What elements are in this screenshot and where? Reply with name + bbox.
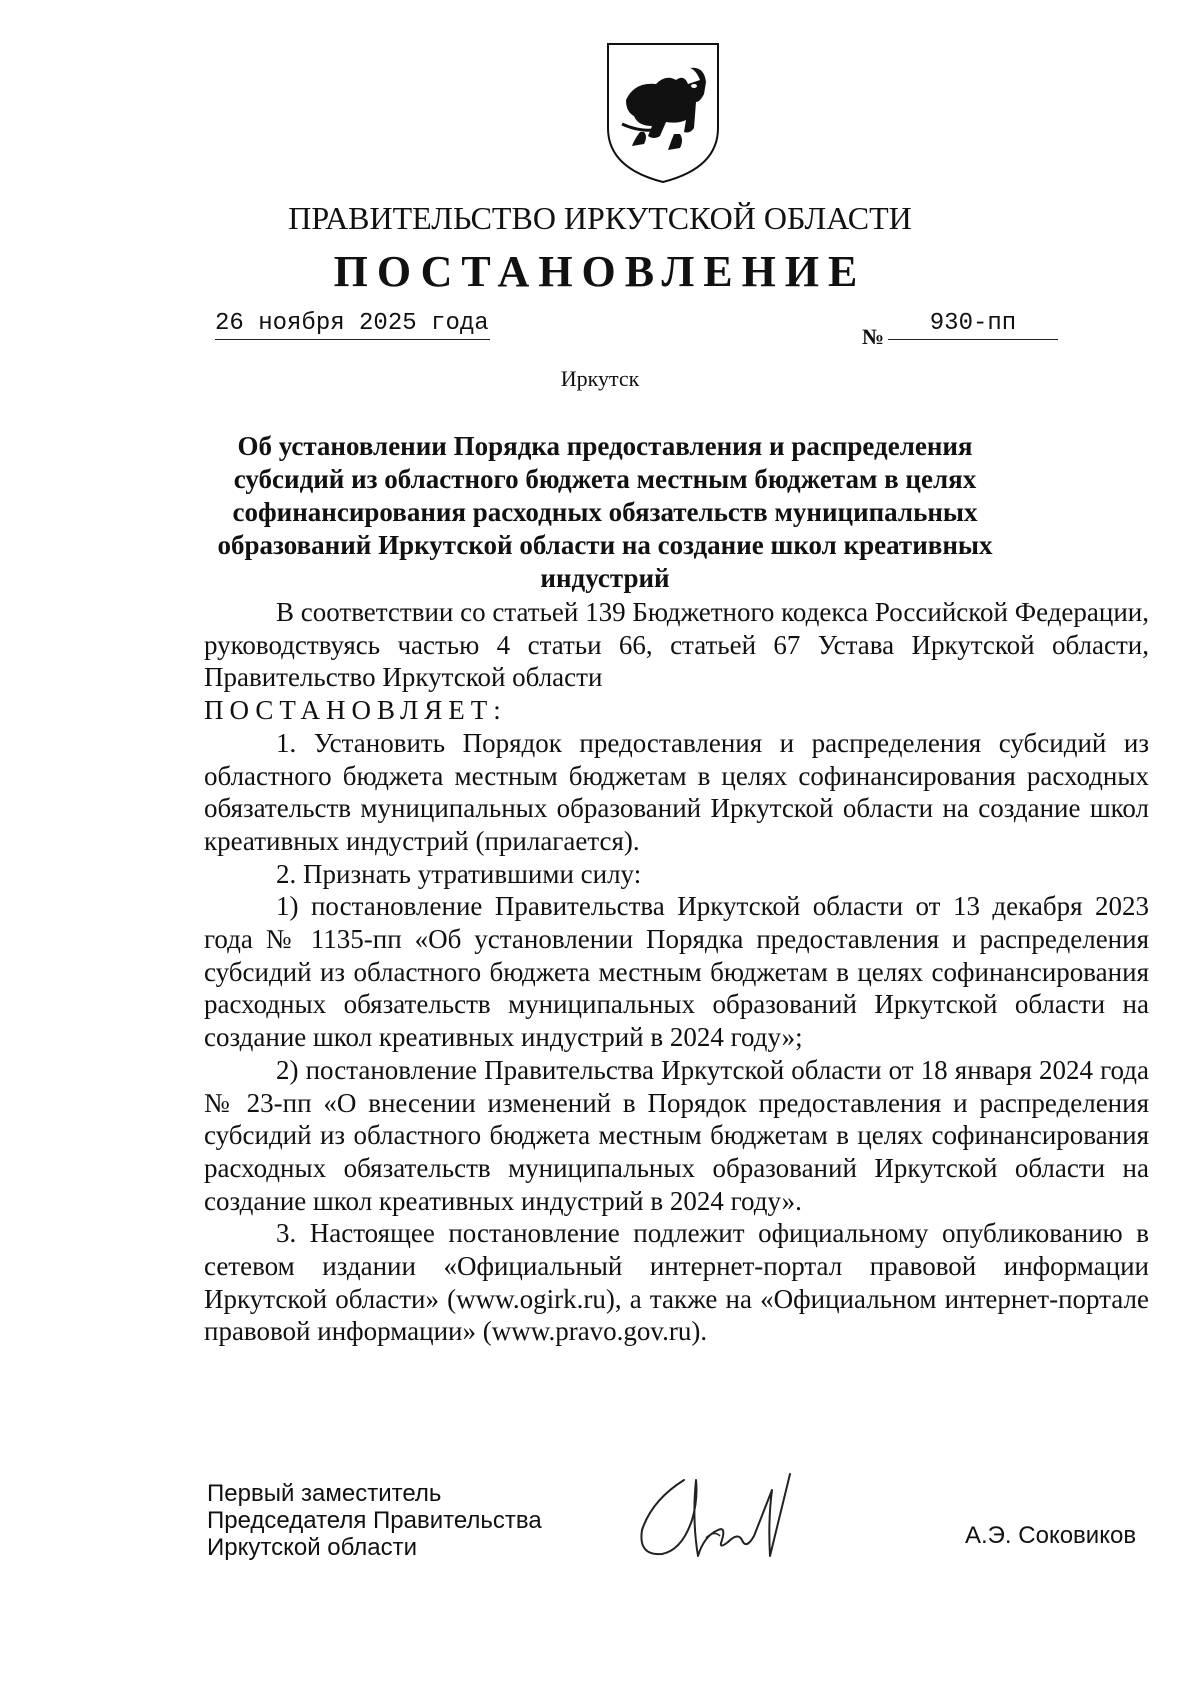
city: Иркутск <box>560 366 640 391</box>
preamble: В соответствии со статьей 139 Бюджетного кодекса Российской Федерации, руководствуясь частью 4 статьи 66, статьей 67 Устава Иркутской области, Правительство Иркутской области <box>204 597 1149 693</box>
signer-name: А.Э. Соковиков <box>965 1522 1137 1549</box>
signer-position-line: Иркутской области <box>207 1534 418 1561</box>
document-type: ПОСТАНОВЛЕНИЕ <box>333 247 867 296</box>
document-body <box>204 596 1149 1348</box>
coat-of-arms-icon <box>604 40 722 186</box>
document-date-text: 26 ноября 2025 года <box>215 310 489 337</box>
clause-2-1: 1) постановление Правительства Иркутской области от 13 декабря 2023 года № 1135-пп «Об установлении Порядка предоставления и распределения субсидий из областного бюджета местным бюджетам в целях софинансирования расходных обязательств муниципальных образований Иркутской области на создание школ креативных индустрий в 2024 году»; <box>204 891 1149 1053</box>
government-title: ПРАВИТЕЛЬСТВО ИРКУТСКОЙ ОБЛАСТИ <box>288 200 912 236</box>
clause-3: 3. Настоящее постановление подлежит официальному опубликованию в сетевом издании «Официальный интернет-портал правовой информации Иркутской области» (www.ogirk.ru), а также на «Официальном интернет-портале правовой информации» (www.pravo.gov.ru). <box>204 1218 1149 1347</box>
signer-position-line: Первый заместитель <box>207 1480 442 1507</box>
resolves-word: ПОСТАНОВЛЯЕТ: <box>204 695 507 726</box>
document-number: 930-пп <box>888 310 1058 340</box>
signer-position <box>207 1480 542 1561</box>
clause-1: 1. Установить Порядок предоставления и распределения субсидий из областного бюджета местным бюджетам в целях софинансирования расходных обязательств муниципальных образований Иркутской области на создание школ креативных индустрий (прилагается). <box>204 727 1149 856</box>
signer-position-line: Председателя Правительства <box>207 1507 542 1534</box>
clause-2: 2. Признать утратившими силу: <box>276 858 642 889</box>
clause-2-2: 2) постановление Правительства Иркутской области от 18 января 2024 года № 23-пп «О внесении изменений в Порядок предоставления и распределения субсидий из областного бюджета местным бюджетам в целях софинансирования расходных обязательств муниципальных образований Иркутской области на создание школ креативных индустрий в 2024 году». <box>204 1054 1149 1216</box>
signature-icon <box>622 1460 822 1570</box>
number-sign: № <box>862 324 885 349</box>
document-subject: Об установлении Порядка предоставления и распределения субсидий из областного бюджета местным бюджетам в целях софинансирования расходных обязательств муниципальных образований Иркутской области на создание школ креативных индустрий <box>217 431 993 593</box>
document-date <box>215 310 490 340</box>
